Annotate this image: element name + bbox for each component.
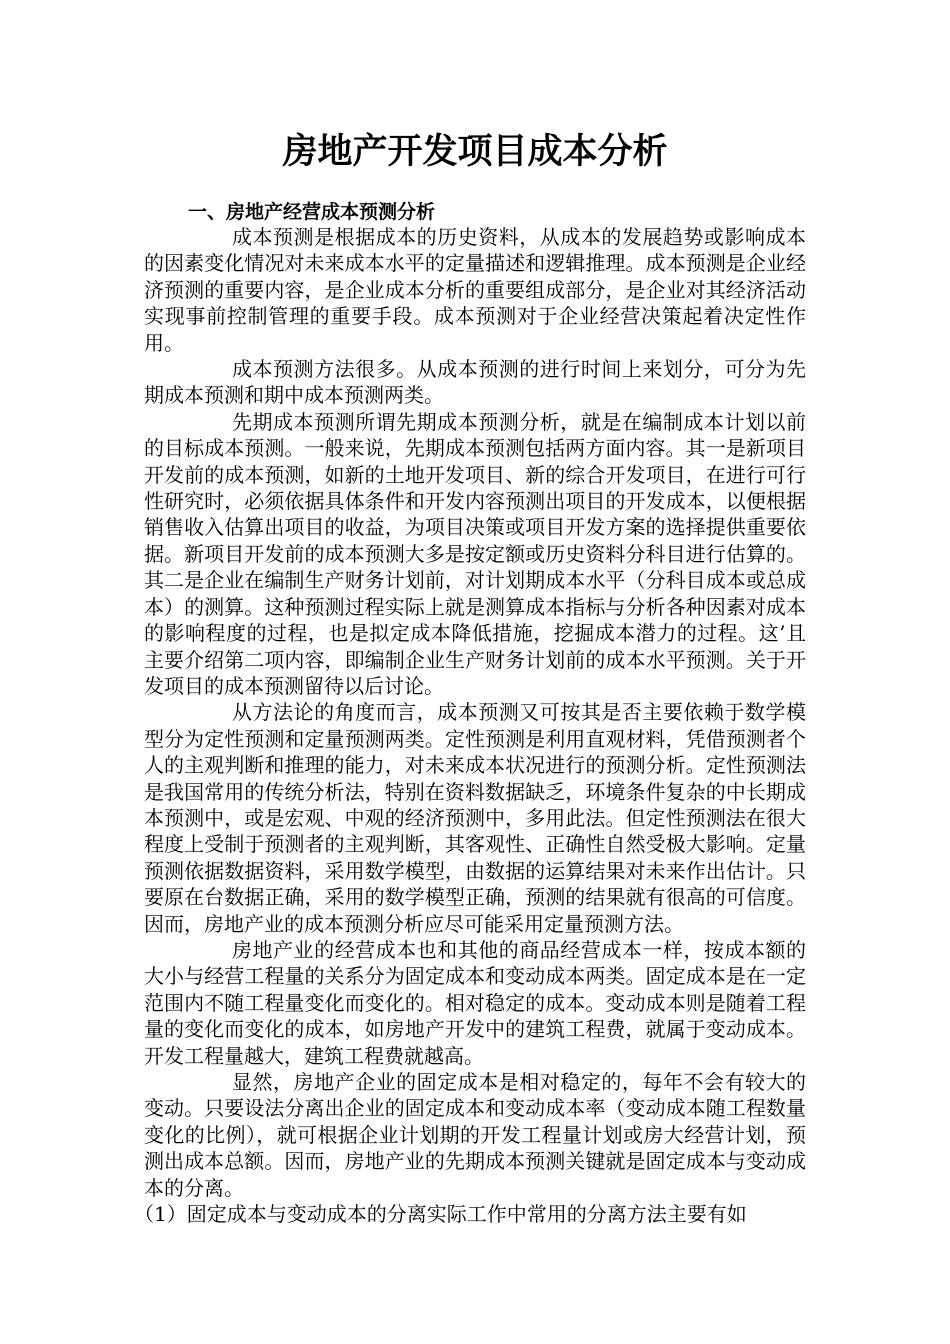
paragraph: 成本预测是根据成本的历史资料，从成本的发展趋势或影响成本的因素变化情况对未来成本水平的定量描述和逻辑推理。成本预测是企业经济预测的重要内容，是企业成本分析的重要组成部分，是企业对其经济活动实现事前控制管理的重要手段。成本预测对于企业经营决策起着决定性作用。	[144, 225, 806, 355]
list-item-paragraph: （1）固定成本与变动成本的分离实际工作中常用的分离方法主要有如	[134, 1202, 747, 1227]
document-body	[134, 224, 806, 1227]
paragraph: 先期成本预测所谓先期成本预测分析，就是在编制成本计划以前的目标成本预测。一般来说，先期成本预测包括两方面内容。其一是新项目开发前的成本预测，如新的土地开发项目、新的综合开发项目，在进行可行性研究时，必须依据具体条件和开发内容预测出项目的开发成本，以便根据销售收入估算出项目的收益，为项目决策或项目开发方案的选择提供重要依据。新项目开发前的成本预测大多是按定额或历史资料分科目进行估算的。其二是企业在编制生产财务计划前，对计划期成本水平（分科目成本或总成本）的测算。这种预测过程实际上就是测算成本指标与分析各种因素对成本的影响程度的过程，也是拟定成本降低措施，挖掘成本潜力的过程。这’且主要介绍第二项内容，即编制企业生产财务计划前的成本水平预测。关于开发项目的成本预测留待以后讨论。	[144, 409, 806, 698]
paragraph: 显然，房地产企业的固定成本是相对稳定的，每年不会有较大的变动。只要设法分离出企业的固定成本和变动成本率（变动成本随工程数量变化的比例），就可根据企业计划期的开发工程量计划或房大经营计划，预测出成本总额。因而，房地产业的先期成本预测关键就是固定成本与变动成本的分离。	[144, 1070, 806, 1200]
paragraph: 从方法论的角度而言，成本预测又可按其是否主要依赖于数学模型分为定性预测和定量预测两类。定性预测是利用直观材料，凭借预测者个人的主观判断和推理的能力，对未来成本状况进行的预测分析。定性预测法是我国常用的传统分析法，特别在资料数据缺乏，环境条件复杂的中长期成本预测中，或是宏观、中观的经济预测中，多用此法。但定性预测法在很大程度上受制于预测者的主观判断，其客观性、正确性自然受极大影响。定量预测依据数据资料，采用数学模型，由数据的运算结果对未来作出估计。只要原在台数据正确，采用的数学模型正确，预测的结果就有很高的可信度。因而，房地产业的成本预测分析应尽可能采用定量预测方法。	[144, 700, 806, 936]
document-title: 房地产开发项目成本分析	[282, 132, 668, 172]
paragraph: 成本预测方法很多。从成本预测的进行时间上来划分，可分为先期成本预测和期中成本预测两类。	[144, 357, 806, 408]
paragraph: 房地产业的经营成本也和其他的商品经营成本一样，按成本额的大小与经营工程量的关系分为固定成本和变动成本两类。固定成本是在一定范围内不随工程量变化而变化的。相对稳定的成本。变动成本则是随着工程量的变化而变化的成本，如房地产开发中的建筑工程费，就属于变动成本。开发工程量越大，建筑工程费就越高。	[144, 937, 806, 1068]
section-heading: 一、房地产经营成本预测分析	[188, 201, 436, 223]
